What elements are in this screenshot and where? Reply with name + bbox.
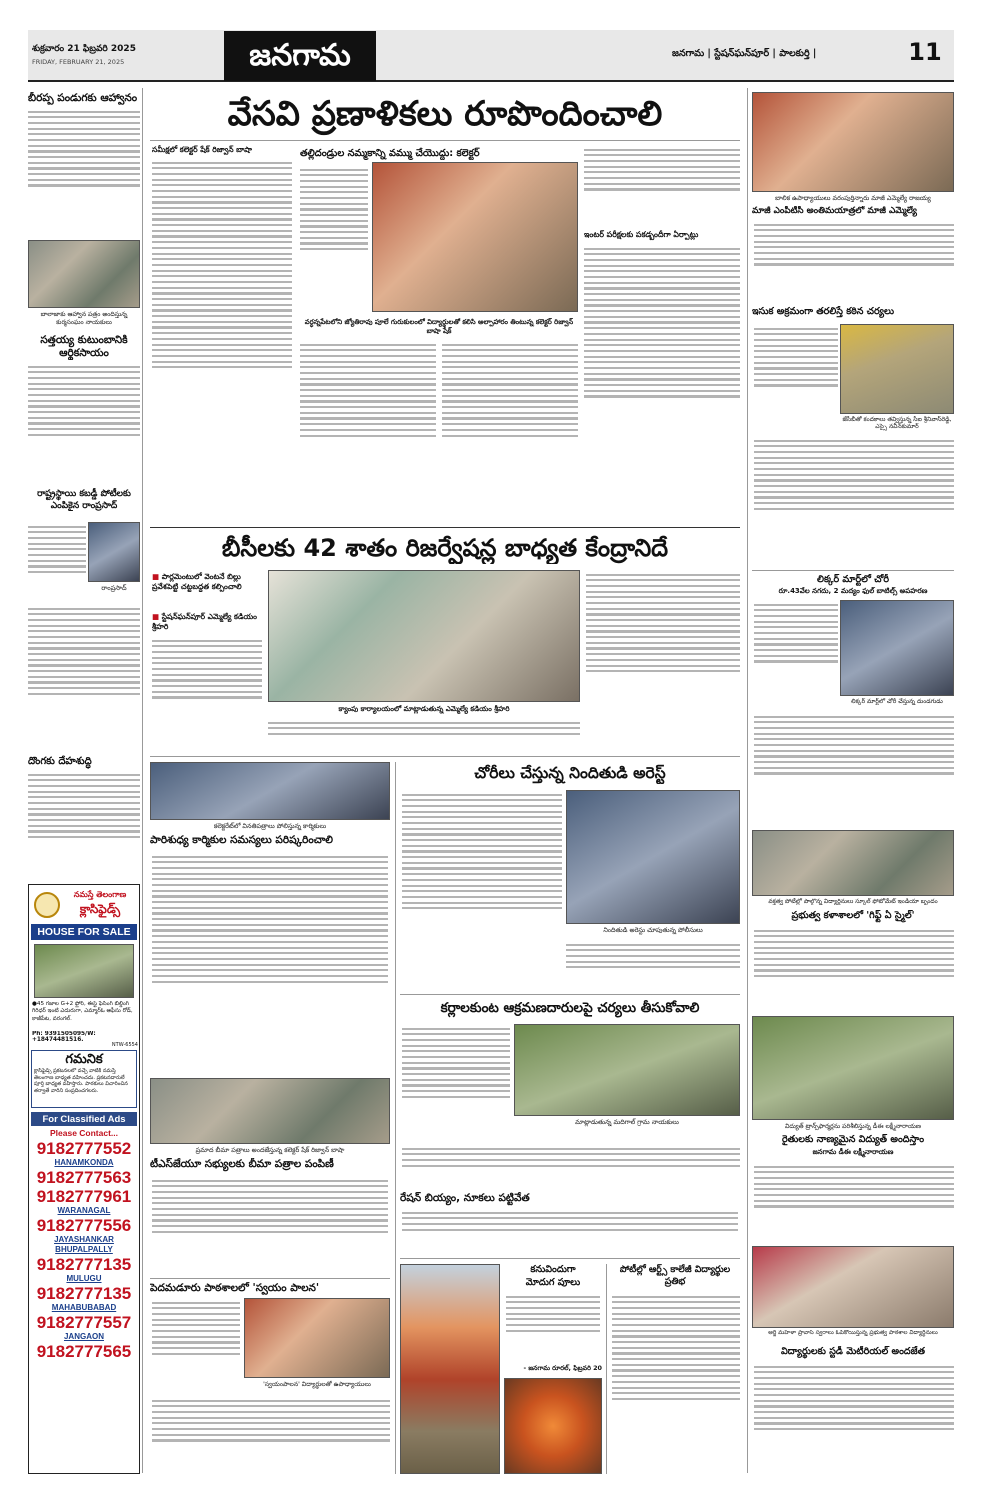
ads-subtitle: Please Contact... [49, 1128, 119, 1138]
ration-story [402, 1208, 738, 1252]
bullet-2-text: స్టేషన్‌ఘన్‌పూర్ ఎమ్మెల్యే కడియం శ్రీహరి [152, 612, 257, 631]
column-rule [395, 762, 396, 1474]
bc-story-col-1 [152, 636, 262, 742]
left-article-3-text-b [28, 604, 140, 752]
flower-headline-2: మోదుగ పూలు [525, 1277, 581, 1288]
right-headline-3: లిక్కర్ మార్ట్‌లో చోరీ [816, 574, 890, 585]
right-story-3b [754, 712, 954, 822]
contact-phone[interactable]: 9182777557 [36, 1313, 132, 1332]
subhead-2: తల్లిదండ్రుల నమ్మకాన్ని వమ్ము చేయొద్దు: కలెక్టర్ [300, 148, 480, 159]
left-headline-2: సత్తయ్య కుటుంబానికి ఆర్థికసాయం [40, 334, 128, 359]
contact-phone[interactable]: 9182777565 [36, 1342, 132, 1361]
flower-credit: - జనగామ రూరల్, ఫిబ్రవరి 20 [523, 1364, 602, 1372]
bullet-1-marker: ■ [152, 572, 162, 581]
left-article-2-text [28, 362, 140, 480]
right-story-4 [754, 926, 954, 1014]
contact-city: JANGAON [63, 1332, 104, 1341]
jcb-caption: జేసీబీతో కందకాలు తవ్విస్తున్న సీఐ శ్రీనివాస్‌రెడ్డి, ఎస్సై నవీన్‌కుమార్ [842, 416, 952, 431]
left-headline-3: రాష్ట్రస్థాయి కబడ్డీ పోటీలకు ఎంపికైన రాంప్రసాద్ [37, 489, 131, 511]
contact-phone[interactable]: 9182777552 [36, 1139, 132, 1158]
collector-hostel-caption: వర్ధన్నపేటలోని జ్యోతిరావు పూలే గురుకులంలో విద్యార్థులతో కలిసి అల్పాహారం తింటున్న కలెక్టర్ రిజ్వాన్ బాషా షేక్ [304, 318, 574, 335]
right-caption-1: బాలిక ఉపాధ్యాయులు వరంపుర్తిన్నారు మాజీ ఎమ్మెల్యే రాజయ్య [775, 194, 931, 202]
karla-headline: కర్లాలకుంట ఆక్రమణదారులపై చర్యలు తీసుకోవాలి [440, 1000, 700, 1016]
contact-item [31, 1158, 137, 1187]
school-story-col-2 [152, 1396, 390, 1474]
contact-city: MULUGU [66, 1274, 102, 1283]
classified-brand-sub: క్లాసిఫైడ్స్ [79, 902, 121, 916]
contact-phone[interactable]: 9182777556 [36, 1216, 132, 1235]
thief-story-col-2 [566, 940, 740, 990]
house-sale-text: ●45 గజాల G+2 ఫ్లోర్, ఈస్ట్ ఫేసింగ్ బిల్డింగ్ గిరిధర్ ఇంటి ఎదురుగా, ఎమ్మార్ఓ ఆఫీసు రోడ్, కాజీపేట, వరంగల్. [32, 1001, 133, 1022]
arts-college-story [612, 1292, 740, 1474]
study-material-caption: అర్జీ మహిళా ప్రావాస్ స్వరాలు ఓపికోయిస్తున్న ప్రభుత్వ పాఠశాల విద్యార్థినులు [768, 1330, 938, 1336]
masthead-date-english: FRIDAY, FEBRUARY 21, 2025 [32, 58, 125, 66]
right-photo-1 [752, 92, 954, 192]
house-sale-title: HOUSE FOR SALE [37, 926, 131, 938]
left-article-3-text-a [28, 522, 86, 602]
police-arrest-photo [566, 790, 740, 924]
contact-city: MAHABUBABAD [51, 1303, 117, 1312]
masthead-places: జనగామ | స్టేషన్‌ఘన్‌పూర్ | పాలకుర్తి | [672, 48, 817, 59]
left-headline-4: దొంగకు దేహశుద్ధి [28, 756, 92, 767]
gift-a-smile-photo [752, 830, 954, 896]
subhead-1: సమీక్షలో కలెక్టర్ షేక్ రిజ్వాన్ బాషా [152, 145, 252, 154]
right-story-6 [754, 1362, 954, 1474]
tgjo-headline: టీఎస్‌జేయూ సభ్యులకు బీమా పత్రాల పంపిణీ [150, 1158, 334, 1170]
liquor-cctv-photo [840, 600, 954, 696]
main-story-col-5 [584, 145, 740, 225]
insurance-photo [150, 1078, 390, 1144]
left-photo-1 [28, 240, 140, 308]
villagers-caption: మాట్లాడుతున్న మదిగాల్ గ్రామ నాయకులు [575, 1118, 679, 1126]
gift-a-smile-caption: వక్తత్వ పోటీల్లో పాల్గొన్న విద్యార్థినులు స్కూల్ ఫోటోమేట్ ఇండియా బృందం [768, 898, 938, 905]
jcb-photo [840, 324, 954, 414]
school-caption: 'స్వయంపాలన' విద్యార్థులతో ఉపాధ్యాయులు [263, 1381, 371, 1388]
main-story-col-1 [152, 158, 292, 503]
classified-logo-icon [34, 892, 60, 918]
notice-title: గమనిక [65, 1052, 103, 1067]
flower-closeup-photo [504, 1378, 602, 1474]
house-sale-phone: Ph: 9391505095/W: +18474481516. [32, 1031, 96, 1043]
rule [150, 527, 740, 528]
contact-phone[interactable]: 9182777961 [36, 1187, 132, 1206]
house-photo [34, 944, 134, 998]
ads-title: For Classified Ads [42, 1114, 126, 1125]
right-story-5 [754, 1162, 954, 1242]
notice-text: క్లాసిఫైడ్స్ ప్రకటనలలో వచ్చే వాటికి నమస్తే తెలంగాణ బాధ్యత వహించదు. ప్రకటనదారులే పూర్తి బాధ్యత వహిస్తారు. పాఠకులు విచారించిన తర్వాతే వారిని సంప్రదించగలరు. [34, 1068, 128, 1094]
liquor-cctv-caption: లిక్కర్ మార్ట్‌లో చోరీ చేస్తున్న దుండగుడు [851, 698, 943, 705]
thief-headline: చోరీలు చేస్తున్న నిందితుడి అరెస్ట్ [474, 764, 666, 782]
masthead-date-telugu: శుక్రవారం 21 ఫిబ్రవరి 2025 [32, 44, 136, 54]
contact-phone[interactable]: 9182777135 [36, 1255, 132, 1274]
right-headline-5: రైతులకు నాణ్యమైన విద్యుత్ అందిస్తాం [781, 1134, 925, 1145]
transformer-photo [752, 1016, 954, 1120]
contact-city: JAYASHANKAR BHUPALPALLY [54, 1235, 114, 1254]
tgjo-story [152, 1176, 388, 1274]
right-story-3a [754, 600, 838, 710]
main-story-col-4 [442, 340, 578, 503]
rule [400, 994, 740, 995]
right-headline-2: ఇసుక అక్రమంగా తరలిస్తే కఠిన చర్యలు [752, 306, 895, 317]
right-story-1 [754, 220, 954, 300]
thief-story-col-1 [402, 790, 562, 990]
ration-headline: రేషన్ బియ్యం, నూకలు పట్టివేత [400, 1192, 530, 1204]
school-story-col-1 [152, 1298, 240, 1394]
villagers-photo [514, 1024, 740, 1116]
flower-story [506, 1292, 600, 1362]
rule [752, 570, 954, 571]
player-name: రాంప్రసాద్ [101, 584, 127, 592]
main-headline: వేసవి ప్రణాళికలు రూపొందించాలి [227, 94, 663, 134]
workers-petition-caption: కలెక్టరేట్‌లో వినతిపత్రాలు పోలిస్తున్న కార్మికులు [213, 822, 327, 830]
left-article-4-text [28, 770, 140, 878]
bullet-2-marker: ■ [152, 612, 162, 621]
study-material-photo [752, 1246, 954, 1328]
bullet-2 [152, 612, 262, 632]
main-story-col-6 [584, 244, 740, 503]
left-headline-1: బీరప్ప పండుగకు ఆహ్వానం [28, 92, 138, 104]
bullet-1-text: పార్లమెంటులో వెంటనే బిల్లు ప్రవేశపెట్టి చట్టబద్ధత కల్పించాలి [152, 572, 242, 591]
bullet-1 [152, 572, 262, 592]
contact-item [31, 1274, 137, 1303]
bc-story-col-3 [586, 570, 740, 750]
rule [400, 1258, 740, 1259]
main-story-col-2 [300, 165, 368, 305]
contact-item [31, 1206, 137, 1235]
workers-story [152, 852, 388, 1072]
rule [150, 1278, 390, 1279]
column-rule [747, 88, 748, 1473]
flame-tree-photo [400, 1264, 500, 1474]
flower-headline-1: కనువిందుగా [530, 1264, 576, 1275]
contact-item [31, 1139, 137, 1158]
rule [150, 756, 740, 757]
right-headline-6: విద్యార్థులకు స్టడీ మెటీరియల్ అందజేత [781, 1346, 925, 1357]
contact-item [31, 1332, 137, 1361]
classified-brand: నమస్తే తెలంగాణ [73, 890, 127, 899]
karla-story-col-2 [402, 1144, 740, 1188]
workers-petition-photo [150, 762, 390, 820]
bc-story-col-2 [268, 718, 580, 750]
contact-item [31, 1303, 137, 1332]
left-caption-1: బాలాజాకు ఆహ్వాన పత్రం అందిస్తున్న కుర్మసంఘం నాయకులు [40, 311, 128, 326]
contact-city: WARANAGAL [57, 1206, 111, 1215]
right-headline-4: ప్రభుత్వ కళాశాలలో 'గిఫ్ట్ ఏ స్మైల్' [791, 910, 915, 921]
karla-story-col-1 [402, 1024, 510, 1142]
contact-item [31, 1235, 137, 1274]
arts-college-headline: పోటీల్లో ఆర్ట్స్ కాలేజీ విద్యార్థుల ప్రతిభ [619, 1264, 731, 1287]
main-story-col-3 [300, 340, 436, 503]
right-headline-1: మాజీ ఎంపీటీసీ అంతిమయాత్రలో మాజీ ఎమ్మెల్యే [752, 206, 917, 216]
subhead-3: ఇంటర్ పరీక్షలకు పకడ్బందీగా ఏర్పాట్లు [584, 230, 699, 239]
right-subhead-5: జనగామ డీఈ లక్ష్మీనారాయణ [812, 1148, 894, 1156]
right-subhead-3: రూ.43వేల నగదు, 2 మద్యం ఫుల్ బాటిల్స్ అపహరణ [778, 587, 928, 595]
school-headline: పెదమడూరు పాఠశాలలో 'స్వయం పాలన' [150, 1282, 320, 1294]
contact-phone[interactable]: 9182777135 [36, 1284, 132, 1303]
rule [150, 140, 740, 141]
bc-reservation-headline: బీసీలకు 42 శాతం రిజర్వేషన్ల బాధ్యత కేంద్రానిదే [221, 534, 669, 562]
player-photo [88, 522, 140, 582]
contacts-list [31, 1139, 137, 1469]
right-story-2a [754, 324, 838, 434]
column-rule [142, 88, 143, 1473]
column-rule [606, 1264, 607, 1474]
left-article-1-text [28, 107, 140, 235]
transformer-caption: విద్యుత్ ట్రాన్స్‌ఫార్మర్లను పరిశీలిస్తున్న డీఈ లక్ష్మీనారాయణ [785, 1123, 921, 1130]
workers-headline: పారిశుధ్య కార్మికుల సమస్యలు పరిష్కరించాలి [150, 834, 334, 846]
contact-phone[interactable]: 9182777563 [36, 1168, 132, 1187]
right-story-2b [754, 436, 954, 566]
police-arrest-caption: నిందితుడి అరెస్టు చూపుతున్న పోలీసులు [603, 926, 703, 934]
section-title: జనగామ [249, 38, 351, 73]
mla-camp-office-photo [268, 570, 580, 702]
ad-code: NTW-6554 [111, 1042, 138, 1048]
contact-item [31, 1187, 137, 1206]
school-photo [244, 1298, 390, 1378]
collector-hostel-photo [372, 162, 578, 312]
page-number: 11 [908, 38, 942, 66]
insurance-caption: ప్రమాద బీమా పత్రాలు అందజేస్తున్న కలెక్టర్ షేక్ రిజ్వాన్ బాషా [195, 1146, 345, 1154]
contact-city: HANAMKONDA [54, 1158, 114, 1167]
mla-camp-office-caption: క్యాంపు కార్యాలయంలో మాట్లాడుతున్న ఎమ్మెల్యే కడియం శ్రీహరి [338, 705, 510, 713]
